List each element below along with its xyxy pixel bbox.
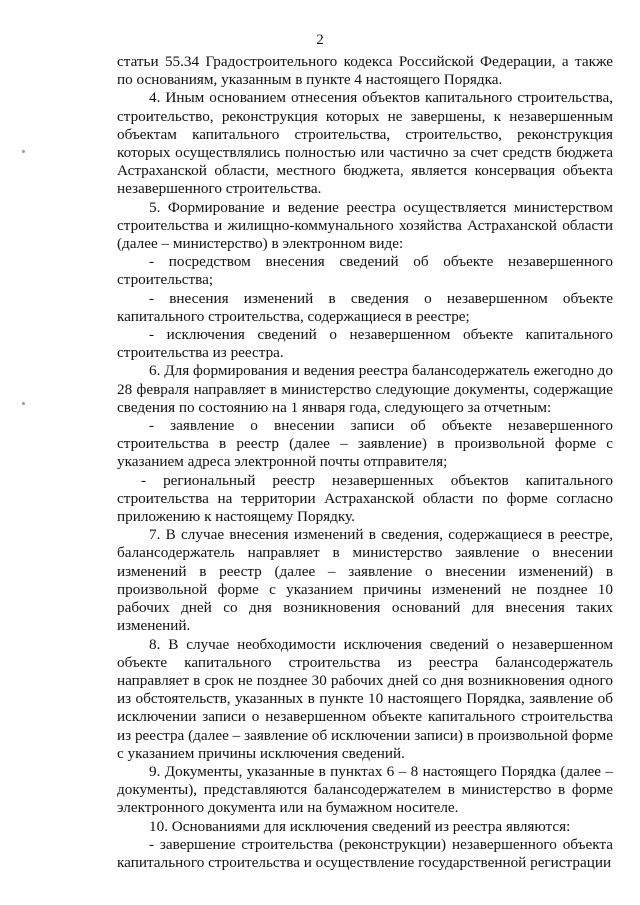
paragraph-9: 9. Документы, указанные в пунктах 6 – 8 настоящего Порядка (далее – документы), представляются балансодержателем в министерство в форме электронного документа или на бумажном носителе.	[117, 762, 613, 817]
paragraph-5-item-2: - внесения изменений в сведения о незавершенном объекте капитального строительства, содержащиеся в реестре;	[117, 289, 613, 325]
paragraph-5: 5. Формирование и ведение реестра осуществляется министерством строительства и жилищно-коммунального хозяйства Астраханской области (далее – министерство) в электронном виде:	[117, 198, 613, 253]
paragraph-10-item-1: - завершение строительства (реконструкции) незавершенного объекта капитального строительства и осуществление государственной регистрации	[117, 835, 613, 871]
paragraph-7: 7. В случае внесения изменений в сведения, содержащиеся в реестре, балансодержатель направляет в министерство заявление о внесении изменений в реестр (далее – заявление о внесении изменений) в произвольной форме с указанием причины изменений не позднее 10 рабочих дней со дня возникновения оснований для внесения таких изменений.	[117, 526, 613, 635]
paragraph-4: 4. Иным основанием отнесения объектов капитального строительства, строительство, реконструкция которых не завершены, к незавершенным объектам капитального строительства, строительство, реконструкция которых осуществлялись полностью или частично за счет средств бюджета Астраханской области, местного бюджета, является консервация объекта незавершенного строительства.	[117, 89, 613, 198]
paragraph-6-item-1: - заявление о внесении записи об объекте незавершенного строительства в реестр (далее – заявление) в произвольной форме с указанием адреса электронной почты отправителя;	[117, 417, 613, 471]
margin-dot	[22, 150, 25, 153]
paragraph-5-item-1: - посредством внесения сведений об объекте незавершенного строительства;	[117, 253, 613, 289]
paragraph-6: 6. Для формирования и ведения реестра балансодержатель ежегодно до 28 февраля направляет в министерство следующие документы, содержащие сведения по состоянию на 1 января года, следующего за отчетным:	[117, 362, 613, 416]
document-body	[117, 53, 613, 872]
paragraph-10: 10. Основаниями для исключения сведений из реестра являются:	[149, 817, 571, 835]
margin-dot	[22, 402, 25, 405]
paragraph-8: 8. В случае необходимости исключения сведений о незавершенном объекте капитального строительства из реестра балансодержатель направляет в срок не позднее 30 рабочих дней со дня возникновения одного из обстоятельств, указанных в пункте 10 настоящего Порядка, заявление об исключении записи о незавершенном объекте капитального строительства из реестра (далее – заявление об исключении записи) в произвольной форме с указанием причины исключения сведений.	[117, 635, 613, 762]
paragraph-5-item-3: - исключения сведений о незавершенном объекте капитального строительства из реестра.	[117, 326, 613, 362]
paragraph-6-item-2: - региональный реестр незавершенных объектов капитального строительства на территории Астраханской области по форме согласно приложению к настоящему Порядку.	[117, 471, 613, 526]
page-number: 2	[316, 32, 324, 48]
paragraph-continuation: статьи 55.34 Градостроительного кодекса Российской Федерации, а также по основаниям, указанным в пункте 4 настоящего Порядка.	[117, 53, 613, 89]
